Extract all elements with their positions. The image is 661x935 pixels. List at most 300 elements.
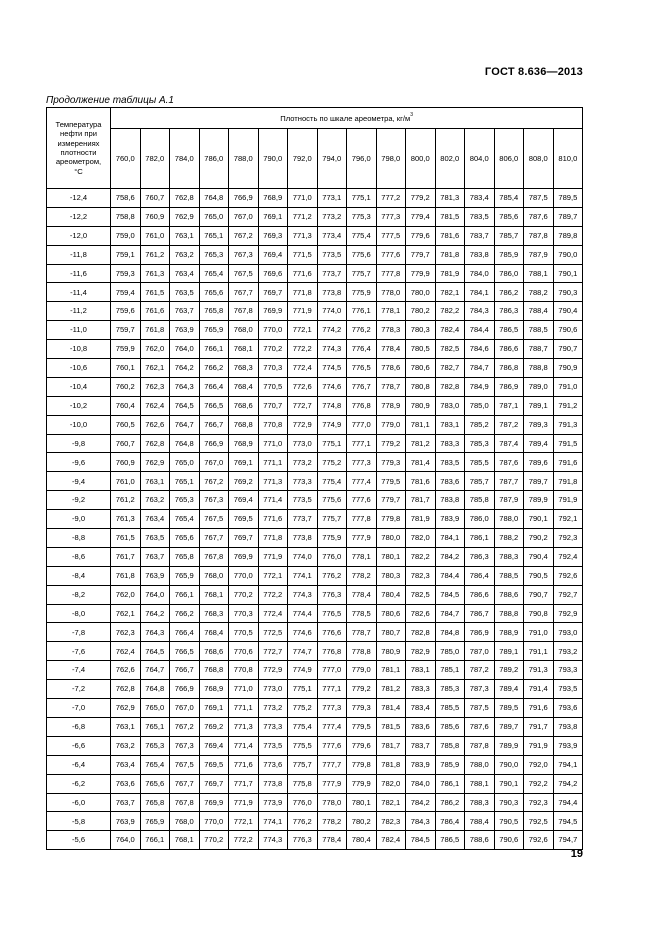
density-cell: 779,2 [406, 189, 436, 208]
density-cell: 789,9 [524, 491, 554, 510]
density-cell: 761,3 [140, 264, 170, 283]
density-cell: 774,0 [288, 547, 318, 566]
density-cell: 760,1 [111, 359, 141, 378]
density-cell: 784,0 [465, 264, 495, 283]
density-cell: 767,2 [199, 472, 229, 491]
density-cell: 785,3 [435, 680, 465, 699]
density-cell: 776,5 [317, 604, 347, 623]
density-cell: 766,4 [199, 377, 229, 396]
temperature-cell: -8,8 [47, 529, 111, 548]
density-cell: 793,3 [553, 661, 583, 680]
density-cell: 763,7 [111, 793, 141, 812]
density-cell: 784,3 [465, 302, 495, 321]
density-cell: 764,7 [140, 661, 170, 680]
density-cell: 789,5 [494, 699, 524, 718]
density-cell: 762,8 [140, 434, 170, 453]
density-cell: 765,4 [170, 510, 200, 529]
density-cell: 777,3 [317, 699, 347, 718]
density-cell: 774,6 [288, 623, 318, 642]
density-column-header: 794,0 [317, 129, 347, 189]
density-cell: 773,5 [288, 491, 318, 510]
density-cell: 762,1 [140, 359, 170, 378]
density-cell: 772,9 [288, 415, 318, 434]
density-cell: 783,1 [435, 415, 465, 434]
density-cell: 770,0 [199, 812, 229, 831]
density-cell: 765,0 [170, 453, 200, 472]
density-cell: 780,1 [347, 793, 377, 812]
density-cell: 762,4 [111, 642, 141, 661]
density-cell: 763,2 [140, 491, 170, 510]
density-column-header: 796,0 [347, 129, 377, 189]
density-cell: 777,4 [317, 717, 347, 736]
density-cell: 785,6 [435, 717, 465, 736]
density-cell: 775,9 [347, 283, 377, 302]
density-cell: 768,4 [199, 623, 229, 642]
density-cell: 769,7 [258, 283, 288, 302]
temperature-cell: -10,4 [47, 377, 111, 396]
temperature-cell: -6,6 [47, 736, 111, 755]
density-cell: 787,7 [494, 472, 524, 491]
density-cell: 786,0 [465, 510, 495, 529]
density-cell: 778,1 [347, 547, 377, 566]
density-cell: 788,1 [465, 774, 495, 793]
density-column-header: 786,0 [199, 129, 229, 189]
density-cell: 777,0 [347, 415, 377, 434]
table-row [47, 283, 583, 302]
density-cell: 782,7 [435, 359, 465, 378]
density-cell: 764,8 [199, 189, 229, 208]
density-cell: 791,0 [553, 377, 583, 396]
density-cell: 791,8 [553, 472, 583, 491]
density-column-header: 784,0 [170, 129, 200, 189]
density-cell: 791,1 [524, 642, 554, 661]
density-cell: 765,8 [140, 793, 170, 812]
density-cell: 775,6 [317, 491, 347, 510]
density-cell: 773,8 [288, 529, 318, 548]
density-cell: 790,8 [524, 604, 554, 623]
density-cell: 792,6 [524, 831, 554, 850]
density-cell: 784,3 [406, 812, 436, 831]
density-cell: 783,6 [406, 717, 436, 736]
density-cell: 763,5 [140, 529, 170, 548]
density-cell: 782,9 [406, 642, 436, 661]
density-cell: 782,3 [376, 812, 406, 831]
density-cell: 781,7 [376, 736, 406, 755]
density-cell: 785,9 [494, 245, 524, 264]
density-cell: 779,9 [347, 774, 377, 793]
temperature-cell: -7,0 [47, 699, 111, 718]
density-cell: 768,0 [170, 812, 200, 831]
density-column-header: 804,0 [465, 129, 495, 189]
density-cell: 779,5 [347, 717, 377, 736]
density-cell: 786,3 [494, 302, 524, 321]
density-cell: 793,6 [553, 699, 583, 718]
density-cell: 773,2 [288, 453, 318, 472]
temperature-cell: -11,6 [47, 264, 111, 283]
density-cell: 779,3 [347, 699, 377, 718]
density-cell: 766,2 [170, 604, 200, 623]
table-row [47, 529, 583, 548]
temperature-cell: -9,2 [47, 491, 111, 510]
density-cell: 776,2 [288, 812, 318, 831]
density-cell: 774,7 [288, 642, 318, 661]
density-cell: 789,9 [494, 736, 524, 755]
density-cell: 765,4 [140, 755, 170, 774]
density-cell: 781,6 [406, 472, 436, 491]
density-column-header: 800,0 [406, 129, 436, 189]
density-cell: 775,6 [347, 245, 377, 264]
density-cell: 785,2 [465, 415, 495, 434]
density-cell: 764,5 [140, 642, 170, 661]
density-cell: 785,6 [494, 207, 524, 226]
density-cell: 784,7 [465, 359, 495, 378]
density-cell: 787,8 [524, 226, 554, 245]
density-cell: 784,5 [435, 585, 465, 604]
density-cell: 767,8 [229, 302, 259, 321]
density-cell: 770,8 [258, 415, 288, 434]
temperature-cell: -11,2 [47, 302, 111, 321]
density-cell: 765,6 [199, 283, 229, 302]
table-row [47, 510, 583, 529]
density-cell: 760,4 [111, 396, 141, 415]
density-cell: 781,2 [376, 680, 406, 699]
density-cell: 777,6 [376, 245, 406, 264]
density-scale-header-text: Плотность по шкале ареометра, кг/м [280, 114, 411, 124]
density-cell: 782,4 [376, 831, 406, 850]
density-cell: 768,9 [229, 434, 259, 453]
density-cell: 765,8 [199, 302, 229, 321]
density-cell: 771,6 [258, 510, 288, 529]
table-row [47, 453, 583, 472]
density-cell: 781,8 [435, 245, 465, 264]
table-row [47, 661, 583, 680]
density-cell: 780,0 [376, 529, 406, 548]
density-cell: 766,9 [199, 434, 229, 453]
temperature-cell: -8,4 [47, 566, 111, 585]
temperature-cell: -7,4 [47, 661, 111, 680]
density-cell: 773,5 [258, 736, 288, 755]
density-cell: 775,8 [288, 774, 318, 793]
density-cell: 794,4 [553, 793, 583, 812]
table-row [47, 717, 583, 736]
temperature-cell: -6,4 [47, 755, 111, 774]
density-cell: 777,1 [347, 434, 377, 453]
density-cell: 787,1 [494, 396, 524, 415]
density-cell: 780,5 [406, 340, 436, 359]
density-cell: 779,3 [376, 453, 406, 472]
density-cell: 776,3 [288, 831, 318, 850]
density-cell: 778,0 [376, 283, 406, 302]
density-cell: 762,9 [140, 453, 170, 472]
density-cell: 788,3 [494, 547, 524, 566]
density-cell: 770,2 [258, 340, 288, 359]
density-cell: 770,7 [258, 396, 288, 415]
density-cell: 759,1 [111, 245, 141, 264]
density-cell: 766,1 [170, 585, 200, 604]
density-cell: 780,8 [406, 377, 436, 396]
density-cell: 788,0 [465, 755, 495, 774]
density-cell: 775,7 [347, 264, 377, 283]
density-cell: 761,5 [111, 529, 141, 548]
density-cell: 791,9 [524, 736, 554, 755]
density-column-header: 808,0 [524, 129, 554, 189]
density-cell: 769,1 [199, 699, 229, 718]
density-cell: 767,2 [170, 717, 200, 736]
density-cell: 762,8 [111, 680, 141, 699]
density-cell: 765,8 [170, 547, 200, 566]
density-cell: 791,7 [524, 717, 554, 736]
density-cell: 786,4 [435, 812, 465, 831]
density-cell: 775,7 [317, 510, 347, 529]
density-cell: 760,7 [111, 434, 141, 453]
density-cell: 764,2 [140, 604, 170, 623]
density-cell: 792,7 [553, 585, 583, 604]
density-column-header: 806,0 [494, 129, 524, 189]
density-cell: 776,7 [347, 377, 377, 396]
density-cell: 783,4 [406, 699, 436, 718]
density-cell: 781,7 [406, 491, 436, 510]
density-cell: 783,0 [435, 396, 465, 415]
density-cell: 779,2 [347, 680, 377, 699]
density-cell: 767,3 [170, 736, 200, 755]
density-cell: 762,1 [111, 604, 141, 623]
density-cell: 790,7 [553, 340, 583, 359]
density-column-header: 760,0 [111, 129, 141, 189]
temperature-cell: -10,6 [47, 359, 111, 378]
density-cell: 762,6 [111, 661, 141, 680]
density-cell: 775,5 [288, 736, 318, 755]
density-cell: 768,9 [258, 189, 288, 208]
table-row [47, 774, 583, 793]
density-cell: 784,5 [406, 831, 436, 850]
density-cell: 771,8 [288, 283, 318, 302]
density-cell: 779,9 [406, 264, 436, 283]
density-cell: 758,8 [111, 207, 141, 226]
density-cell: 764,0 [111, 831, 141, 850]
density-cell: 791,6 [553, 453, 583, 472]
density-cell: 776,0 [288, 793, 318, 812]
density-cell: 782,5 [435, 340, 465, 359]
density-cell: 790,1 [524, 510, 554, 529]
density-cell: 779,8 [347, 755, 377, 774]
unit-superscript: 3 [410, 112, 413, 119]
density-cell: 789,5 [553, 189, 583, 208]
density-column-header: 782,0 [140, 129, 170, 189]
density-cell: 787,6 [465, 717, 495, 736]
table-row [47, 207, 583, 226]
density-cell: 767,5 [170, 755, 200, 774]
density-column-header: 792,0 [288, 129, 318, 189]
density-cell: 790,9 [553, 359, 583, 378]
temperature-cell: -8,2 [47, 585, 111, 604]
density-cell: 790,4 [524, 547, 554, 566]
density-cell: 766,7 [199, 415, 229, 434]
density-cell: 784,1 [435, 529, 465, 548]
density-cell: 764,8 [170, 434, 200, 453]
density-cell: 781,1 [376, 661, 406, 680]
density-cell: 783,5 [435, 453, 465, 472]
density-cell: 765,1 [140, 717, 170, 736]
table-row [47, 699, 583, 718]
density-cell: 759,0 [111, 226, 141, 245]
density-cell: 781,1 [406, 415, 436, 434]
density-cell: 785,7 [465, 472, 495, 491]
density-cell: 790,5 [524, 566, 554, 585]
density-cell: 791,4 [524, 680, 554, 699]
density-cell: 761,8 [140, 321, 170, 340]
density-cell: 772,6 [288, 377, 318, 396]
density-cell: 778,3 [376, 321, 406, 340]
density-cell: 792,6 [553, 566, 583, 585]
density-cell: 788,1 [524, 264, 554, 283]
density-cell: 762,0 [140, 340, 170, 359]
density-cell: 784,2 [406, 793, 436, 812]
temperature-cell: -7,6 [47, 642, 111, 661]
table-row [47, 623, 583, 642]
density-cell: 789,1 [494, 642, 524, 661]
temperature-cell: -9,8 [47, 434, 111, 453]
density-cell: 771,5 [288, 245, 318, 264]
density-cell: 775,4 [317, 472, 347, 491]
density-cell: 778,9 [376, 396, 406, 415]
temperature-cell: -11,0 [47, 321, 111, 340]
density-cell: 777,9 [317, 774, 347, 793]
density-cell: 766,5 [170, 642, 200, 661]
density-cell: 791,3 [524, 661, 554, 680]
density-cell: 762,9 [170, 207, 200, 226]
density-cell: 774,8 [317, 396, 347, 415]
density-cell: 769,7 [229, 529, 259, 548]
density-cell: 774,9 [288, 661, 318, 680]
density-cell: 770,2 [229, 585, 259, 604]
density-cell: 794,1 [553, 755, 583, 774]
density-cell: 775,1 [347, 189, 377, 208]
density-cell: 791,6 [524, 699, 554, 718]
density-cell: 763,9 [140, 566, 170, 585]
density-cell: 765,6 [140, 774, 170, 793]
density-cell: 784,7 [435, 604, 465, 623]
density-cell: 789,1 [524, 396, 554, 415]
density-cell: 776,1 [347, 302, 377, 321]
density-cell: 775,2 [288, 699, 318, 718]
density-cell: 777,5 [376, 226, 406, 245]
density-cell: 794,5 [553, 812, 583, 831]
density-cell: 759,4 [111, 283, 141, 302]
density-cell: 776,2 [317, 566, 347, 585]
density-cell: 777,2 [376, 189, 406, 208]
table-row [47, 755, 583, 774]
density-cell: 787,6 [494, 453, 524, 472]
density-cell: 767,5 [199, 510, 229, 529]
table-row [47, 831, 583, 850]
density-cell: 783,9 [435, 510, 465, 529]
density-cell: 764,8 [140, 680, 170, 699]
density-cell: 778,2 [347, 566, 377, 585]
density-cell: 772,1 [258, 566, 288, 585]
density-cell: 779,6 [406, 226, 436, 245]
density-cell: 765,6 [170, 529, 200, 548]
temperature-cell: -7,8 [47, 623, 111, 642]
density-cell: 785,7 [494, 226, 524, 245]
density-cell: 772,1 [288, 321, 318, 340]
density-cell: 770,2 [199, 831, 229, 850]
density-cell: 768,4 [229, 377, 259, 396]
density-cell: 782,8 [406, 623, 436, 642]
density-cell: 788,8 [524, 359, 554, 378]
density-cell: 774,4 [288, 604, 318, 623]
density-cell: 763,7 [170, 302, 200, 321]
density-cell: 774,1 [288, 566, 318, 585]
density-cell: 786,3 [465, 547, 495, 566]
density-cell: 770,6 [229, 642, 259, 661]
density-cell: 764,5 [170, 396, 200, 415]
density-cell: 765,3 [199, 245, 229, 264]
density-cell: 790,0 [553, 245, 583, 264]
density-cell: 767,0 [170, 699, 200, 718]
density-cell: 781,8 [376, 755, 406, 774]
density-cell: 759,9 [111, 340, 141, 359]
density-cell: 774,6 [317, 377, 347, 396]
density-cell: 772,1 [229, 812, 259, 831]
density-cell: 761,5 [140, 283, 170, 302]
density-cell: 769,4 [258, 245, 288, 264]
temperature-cell: -11,4 [47, 283, 111, 302]
density-cell: 768,8 [229, 415, 259, 434]
density-cell: 763,1 [170, 226, 200, 245]
density-cell: 793,9 [553, 736, 583, 755]
density-cell: 761,0 [140, 226, 170, 245]
density-cell: 789,3 [524, 415, 554, 434]
density-cell: 759,7 [111, 321, 141, 340]
density-cell: 781,2 [406, 434, 436, 453]
density-cell: 779,7 [406, 245, 436, 264]
density-cell: 759,3 [111, 264, 141, 283]
page-number: 19 [570, 848, 583, 860]
temperature-header-line: измерениях [57, 138, 100, 148]
density-cell: 780,7 [376, 623, 406, 642]
density-table [46, 107, 583, 850]
density-cell: 783,6 [435, 472, 465, 491]
density-cell: 789,0 [524, 377, 554, 396]
density-cell: 780,2 [347, 812, 377, 831]
density-cell: 767,7 [229, 283, 259, 302]
density-cell: 775,1 [317, 434, 347, 453]
density-cell: 781,9 [406, 510, 436, 529]
density-cell: 773,2 [317, 207, 347, 226]
density-cell: 767,5 [229, 264, 259, 283]
density-cell: 780,1 [376, 547, 406, 566]
density-cell: 787,4 [494, 434, 524, 453]
density-cell: 790,1 [553, 264, 583, 283]
density-cell: 763,7 [140, 547, 170, 566]
density-column-header: 788,0 [229, 129, 259, 189]
density-cell: 777,7 [317, 755, 347, 774]
density-cell: 766,2 [199, 359, 229, 378]
density-cell: 772,2 [288, 340, 318, 359]
density-cell: 767,0 [199, 453, 229, 472]
density-cell: 764,7 [170, 415, 200, 434]
density-cell: 784,6 [465, 340, 495, 359]
density-cell: 785,8 [465, 491, 495, 510]
density-cell: 788,2 [494, 529, 524, 548]
density-cell: 767,0 [229, 207, 259, 226]
density-cell: 770,0 [258, 321, 288, 340]
density-cell: 765,4 [199, 264, 229, 283]
density-cell: 760,2 [111, 377, 141, 396]
density-cell: 783,4 [465, 189, 495, 208]
density-cell: 790,4 [553, 302, 583, 321]
density-cell: 760,5 [111, 415, 141, 434]
